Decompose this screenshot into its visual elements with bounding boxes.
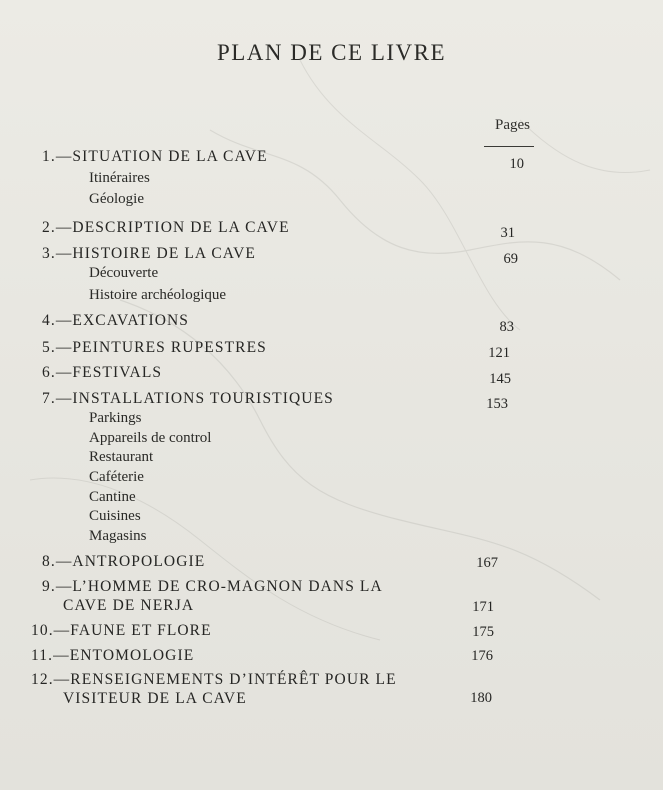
toc-entry-11: 11.—ENTOMOLOGIE <box>31 647 195 664</box>
toc-entry-3: 3.—HISTOIRE DE LA CAVE <box>42 245 256 262</box>
toc-subitem: Géologie <box>89 191 144 207</box>
toc-entry-6: 6.—FESTIVALS <box>42 364 163 381</box>
toc-page-8: 167 <box>476 555 498 571</box>
pages-header-rule <box>484 146 534 147</box>
toc-subitem: Cantine <box>89 489 136 505</box>
toc-entry-12-continuation: VISITEUR DE LA CAVE <box>63 690 247 707</box>
toc-page-5: 121 <box>488 345 510 361</box>
toc-entry-4: 4.—EXCAVATIONS <box>42 312 190 329</box>
toc-page-2: 31 <box>500 225 515 241</box>
pages-column-header: Pages <box>495 117 530 133</box>
toc-page-9: 171 <box>472 599 494 615</box>
toc-page-6: 145 <box>489 371 511 387</box>
toc-subitem: Appareils de control <box>89 430 212 446</box>
toc-subitem: Cuisines <box>89 508 141 524</box>
toc-entry-12: 12.—RENSEIGNEMENTS D’INTÉRÊT POUR LE <box>31 671 397 688</box>
toc-entry-9-continuation: CAVE DE NERJA <box>63 597 195 614</box>
toc-page-7: 153 <box>486 396 508 412</box>
toc-subitem: Itinéraires <box>89 170 150 186</box>
toc-subitem: Parkings <box>89 410 142 426</box>
toc-page-1: 10 <box>509 156 524 172</box>
toc-page-4: 83 <box>499 319 514 335</box>
toc-subitem: Restaurant <box>89 449 154 465</box>
toc-entry-10: 10.—FAUNE ET FLORE <box>31 622 212 639</box>
toc-page-10: 175 <box>472 624 494 640</box>
toc-page-12: 180 <box>470 690 492 706</box>
toc-subitem: Découverte <box>89 265 159 281</box>
toc-page-11: 176 <box>471 648 493 664</box>
toc-subitem: Histoire archéologique <box>89 287 227 303</box>
toc-subitem: Caféterie <box>89 469 144 485</box>
toc-entry-7: 7.—INSTALLATIONS TOURISTIQUES <box>42 390 334 407</box>
toc-entry-8: 8.—ANTROPOLOGIE <box>42 553 206 570</box>
toc-subitem: Magasins <box>89 528 147 544</box>
toc-page-3: 69 <box>503 251 518 267</box>
toc-entry-1: 1.—SITUATION DE LA CAVE <box>42 148 268 165</box>
toc-entry-2: 2.—DESCRIPTION DE LA CAVE <box>42 219 290 236</box>
toc-entry-5: 5.—PEINTURES RUPESTRES <box>42 339 267 356</box>
toc-entry-9: 9.—L’HOMME DE CRO-MAGNON DANS LA <box>42 578 383 595</box>
page-title: PLAN DE CE LIVRE <box>216 40 447 65</box>
